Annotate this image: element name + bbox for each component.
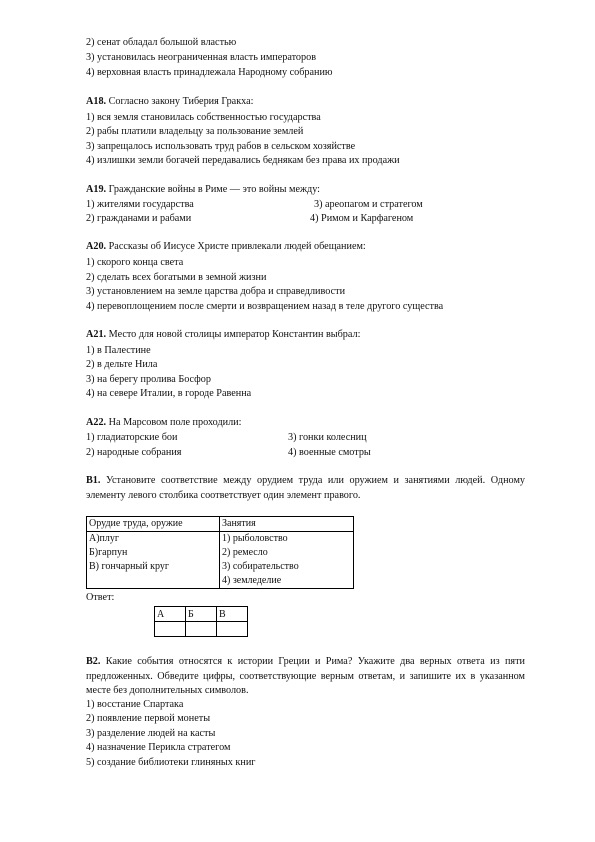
option-text: 2) в дельте Нила	[86, 359, 158, 370]
question-number: А18.	[86, 96, 107, 107]
answer-header: Б	[186, 607, 217, 622]
question-number: А21.	[86, 329, 107, 340]
question-text: Место для новой столицы император Константин выбрал:	[106, 329, 361, 340]
option-text: 1) вся земля становилась собственностью государства	[86, 112, 321, 123]
right-column-cell	[220, 532, 354, 589]
question-a22	[86, 416, 241, 431]
answer-header: А	[155, 607, 186, 622]
question-text: Согласно закону Тиберия Гракха:	[106, 96, 254, 107]
left-column-cell	[87, 532, 220, 589]
option-text: 1) гладиаторские бои	[86, 432, 178, 443]
question-a21	[86, 328, 360, 343]
question-number: В2.	[86, 656, 101, 667]
option-text: 1) жителями государства	[86, 199, 194, 210]
option-text: 3) запрещалось использовать труд рабов в сельском хозяйстве	[86, 141, 356, 152]
answer-label: Ответ:	[86, 592, 115, 603]
question-number: А19.	[86, 184, 107, 195]
option-text: 2) сделать всех богатыми в земной жизни	[86, 272, 267, 283]
answer-table	[154, 606, 248, 637]
option-row	[86, 431, 526, 446]
answer-header: В	[217, 607, 248, 622]
option-text: 3) разделение людей на касты	[86, 728, 216, 739]
answer-cell-c[interactable]	[217, 622, 248, 637]
right-item: 3) собирательство	[222, 561, 299, 572]
question-number: А22.	[86, 417, 107, 428]
option-text: 2) гражданами и рабами	[86, 213, 192, 224]
option-text: 3) на берегу пролива Босфор	[86, 374, 211, 385]
option-text: 2) сенат обладал большой властью	[86, 37, 237, 48]
option-text: 1) восстание Спартака	[86, 699, 184, 710]
answer-cell-b[interactable]	[186, 622, 217, 637]
table-header: Орудие труда, оружие	[87, 517, 220, 532]
question-a20	[86, 240, 366, 255]
answer-header-row	[155, 607, 248, 622]
question-a18	[86, 95, 253, 110]
option-text: 3) гонки колесниц	[288, 432, 367, 443]
table-header: Занятия	[220, 517, 354, 532]
question-number: А20.	[86, 241, 107, 252]
question-text: Установите соответствие между орудием труда или оружием и занятиями людей. Одному элементу левого столбика соответствует один элемент правого.	[86, 475, 525, 501]
right-item: 2) ремесло	[222, 547, 268, 558]
option-text: 4) верховная власть принадлежала Народному собранию	[86, 67, 333, 78]
question-text: На Марсовом поле проходили:	[106, 417, 242, 428]
left-item: А)плуг	[89, 533, 119, 544]
right-item: 1) рыболовство	[222, 533, 288, 544]
option-row	[86, 212, 526, 227]
option-text: 2) появление первой монеты	[86, 713, 211, 724]
option-text: 4) на севере Италии, в городе Равенна	[86, 388, 252, 399]
option-text: 4) перевоплощением после смерти и возвращением назад в теле другого существа	[86, 301, 444, 312]
option-text: 1) скорого конца света	[86, 257, 184, 268]
answer-cell-a[interactable]	[155, 622, 186, 637]
question-a19	[86, 183, 320, 198]
left-item: В) гончарный круг	[89, 561, 169, 572]
option-text: 5) создание библиотеки глиняных книг	[86, 757, 256, 768]
matching-table	[86, 516, 354, 589]
option-row	[86, 446, 526, 461]
question-b2	[86, 655, 525, 699]
option-text: 3) установлением на земле царства добра и справедливости	[86, 286, 346, 297]
question-text: Рассказы об Иисусе Христе привлекали людей обещанием:	[106, 241, 366, 252]
question-b1	[86, 474, 525, 503]
left-item: Б)гарпун	[89, 547, 128, 558]
option-text: 4) излишки земли богачей передавались беднякам без права их продажи	[86, 155, 400, 166]
answer-input-row	[155, 622, 248, 637]
question-text: Гражданские войны в Риме — это войны между:	[106, 184, 320, 195]
option-text: 1) в Палестине	[86, 345, 151, 356]
option-text: 4) военные смотры	[288, 447, 371, 458]
option-text: 4) Римом и Карфагеном	[310, 213, 414, 224]
right-item: 4) земледелие	[222, 575, 282, 586]
table-header-row	[87, 517, 354, 532]
question-text: Какие события относятся к истории Греции и Рима? Укажите два верных ответа из пяти предложенных. Обведите цифры, соответствующие верным ответам, и запишите их в указанном месте без дополнительных символов.	[86, 656, 525, 697]
table-row	[87, 532, 354, 589]
option-text: 2) народные собрания	[86, 447, 182, 458]
option-text: 4) назначение Перикла стратегом	[86, 742, 231, 753]
option-row	[86, 198, 526, 213]
option-text: 3) установилась неограниченная власть императоров	[86, 52, 317, 63]
option-text: 2) рабы платили владельцу за пользование землей	[86, 126, 304, 137]
question-number: В1.	[86, 475, 101, 486]
option-text: 3) ареопагом и стратегом	[314, 199, 423, 210]
